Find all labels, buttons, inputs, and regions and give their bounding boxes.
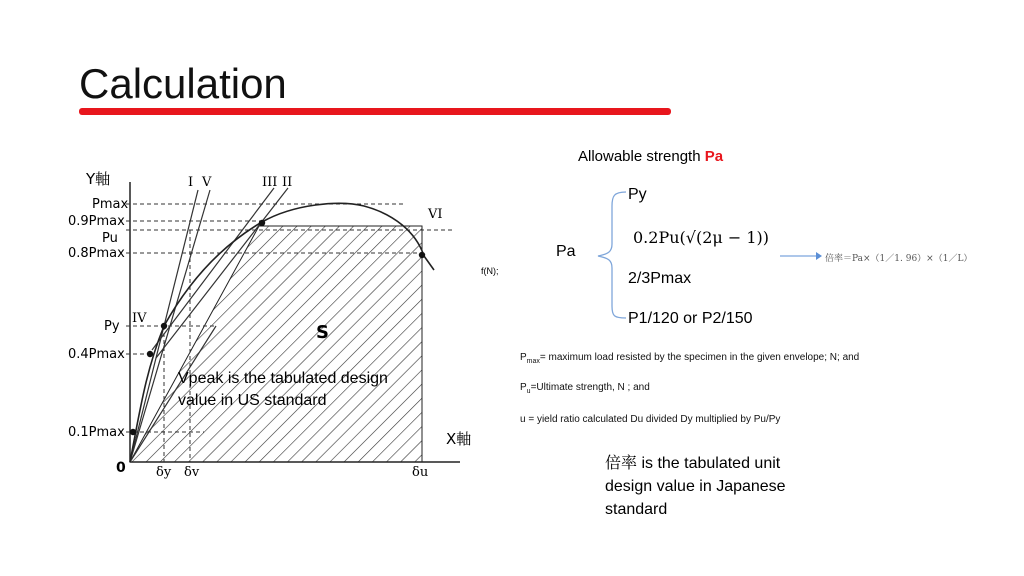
allowable-pa: Pa	[704, 148, 724, 165]
pmax-subscript: max	[526, 358, 540, 365]
note-pu	[520, 382, 650, 395]
option-py: Py	[628, 186, 647, 203]
x-axis-label: X軸	[446, 430, 472, 448]
label-01pmax: 0.1Pmax	[68, 425, 125, 440]
note-pmax	[520, 352, 859, 365]
label-line-vi: VI	[428, 207, 443, 222]
label-dy: δy	[156, 465, 172, 480]
point-py	[161, 323, 167, 329]
pu-symbol: P	[520, 382, 527, 393]
point-04pmax	[147, 351, 153, 357]
page-title: Calculation	[79, 60, 287, 107]
option-p1: P1/120 or P2/150	[628, 310, 753, 327]
bairitsu-note: 倍率 is the tabulated unit design value in Japanese standard	[605, 455, 786, 518]
label-line-iii: III	[262, 175, 278, 190]
title-underline	[79, 108, 671, 115]
label-origin: 0	[116, 460, 126, 476]
y-axis-label: Y軸	[86, 170, 111, 188]
label-line-iv: IV	[132, 311, 147, 326]
label-04pmax: 0.4Pmax	[68, 347, 125, 362]
bairitsu-formula: 倍率＝Pa×（1／1. 96）×（1／L）	[825, 254, 973, 264]
area-s	[130, 226, 422, 462]
allowable-strength-heading	[578, 148, 723, 165]
arrow-icon	[780, 250, 822, 262]
label-pmax: Pmax	[92, 197, 129, 212]
label-line-i: I	[188, 175, 194, 190]
vpeak-note: Vpeak is the tabulated design value in US standard	[178, 370, 388, 409]
left-brace	[590, 190, 630, 320]
pmax-symbol: P	[520, 352, 527, 363]
option-02pu: 0.2Pu(√(2μ − 1))	[633, 228, 770, 247]
point-01pmax	[130, 429, 136, 435]
point-08pmax	[419, 252, 425, 258]
note-u: u = yield ratio calculated Du divided Dy multiplied by Pu/Py	[520, 414, 781, 425]
pa-label: Pa	[556, 243, 576, 260]
label-09pmax: 0.9Pmax	[68, 214, 125, 229]
pmax-definition: = maximum load resisted by the specimen in the given envelope; N; and	[539, 352, 860, 363]
label-line-ii: II	[282, 175, 293, 190]
point-09pmax	[259, 220, 265, 226]
fn-label: f(N);	[481, 266, 499, 276]
label-py: Py	[104, 319, 120, 334]
label-08pmax: 0.8Pmax	[68, 246, 125, 261]
label-line-v: V	[202, 175, 212, 190]
label-area-s: S	[316, 322, 329, 343]
pu-definition: =Ultimate strength, N ; and	[530, 382, 650, 393]
load-displacement-diagram	[68, 160, 486, 486]
label-du: δu	[412, 465, 429, 480]
option-23pmax: 2/3Pmax	[628, 270, 692, 287]
pu-subscript: u	[526, 388, 531, 395]
label-dv: δv	[184, 465, 200, 480]
allowable-text: Allowable strength	[578, 148, 705, 165]
label-pu: Pu	[102, 231, 118, 246]
